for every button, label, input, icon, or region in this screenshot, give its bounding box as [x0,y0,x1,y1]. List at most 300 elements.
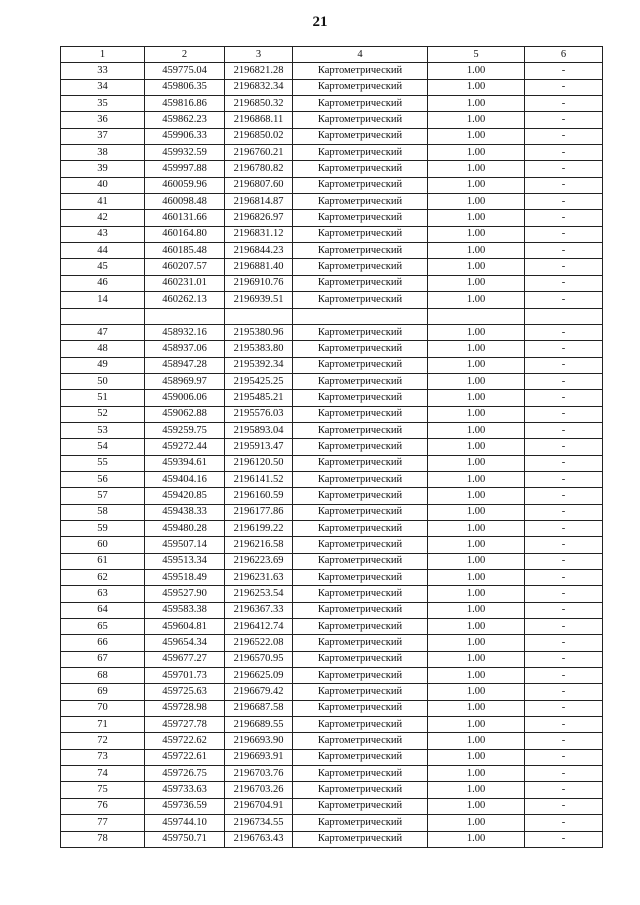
table-cell: - [525,635,603,651]
table-cell: 37 [61,128,145,144]
table-cell: - [525,96,603,112]
table-cell: - [525,570,603,586]
table-cell: 35 [61,96,145,112]
table-cell: - [525,815,603,831]
table-row [61,684,603,700]
table-cell: - [525,177,603,193]
table-cell: 1.00 [428,439,525,455]
table-cell: Картометрический [293,700,428,716]
table-cell: 459997.88 [145,161,225,177]
table-cell: 459806.35 [145,79,225,95]
table-cell: Картометрический [293,570,428,586]
table-cell: Картометрический [293,177,428,193]
coordinates-table [60,46,603,848]
table-cell: Картометрический [293,782,428,798]
table-cell: - [525,471,603,487]
table-cell: Картометрический [293,96,428,112]
table-row [61,570,603,586]
table-cell: 459518.49 [145,570,225,586]
table-cell: 33 [61,63,145,79]
table-cell: 51 [61,390,145,406]
table-cell: 1.00 [428,259,525,275]
table-cell: 2196367.33 [225,602,293,618]
table-cell: 459394.61 [145,455,225,471]
table-cell: Картометрический [293,520,428,536]
table-cell: 1.00 [428,831,525,847]
table-cell: Картометрический [293,226,428,242]
table-cell: 2196910.76 [225,275,293,291]
table-cell: 1.00 [428,243,525,259]
table-cell: Картометрический [293,504,428,520]
table-cell: - [525,504,603,520]
table-cell: 47 [61,324,145,340]
table-cell: Картометрический [293,128,428,144]
table-cell: 2196177.86 [225,504,293,520]
table-cell: - [525,292,603,308]
table-cell [225,308,293,324]
table-cell: 1.00 [428,553,525,569]
table-cell: 2196141.52 [225,471,293,487]
table-row [61,275,603,291]
table-cell: Картометрический [293,112,428,128]
table-cell: 2196868.11 [225,112,293,128]
table-row [61,586,603,602]
table-cell: Картометрический [293,717,428,733]
table-cell: 2196223.69 [225,553,293,569]
table-cell: 61 [61,553,145,569]
table-cell: Картометрический [293,422,428,438]
table-cell: 459722.62 [145,733,225,749]
table-cell: Картометрический [293,324,428,340]
table-cell: Картометрический [293,651,428,667]
table-cell: 78 [61,831,145,847]
table-cell: 2196780.82 [225,161,293,177]
table-row [61,292,603,308]
table-cell: 2196412.74 [225,619,293,635]
table-cell: - [525,684,603,700]
table-cell: 460131.66 [145,210,225,226]
table-cell: - [525,439,603,455]
table-row [61,194,603,210]
table-cell: 1.00 [428,145,525,161]
table-cell: 459604.81 [145,619,225,635]
table-cell: - [525,749,603,765]
table-row [61,63,603,79]
table-cell: Картометрический [293,537,428,553]
table-cell: Картометрический [293,635,428,651]
table-row [61,651,603,667]
table-cell: Картометрический [293,63,428,79]
table-cell: 2196844.23 [225,243,293,259]
table-cell [428,308,525,324]
table-cell: 459701.73 [145,668,225,684]
table-cell: Картометрический [293,439,428,455]
table-cell: 2195380.96 [225,324,293,340]
table-cell: 1.00 [428,63,525,79]
table-cell: 69 [61,684,145,700]
table-cell: - [525,128,603,144]
table-cell: 1.00 [428,700,525,716]
table-cell: 1.00 [428,749,525,765]
table-cell: 1.00 [428,79,525,95]
table-cell: 459677.27 [145,651,225,667]
table-cell: Картометрический [293,733,428,749]
table-cell: 1.00 [428,733,525,749]
table-cell: - [525,766,603,782]
table-cell: - [525,373,603,389]
table-cell: 459906.33 [145,128,225,144]
table-row [61,390,603,406]
table-cell: 48 [61,341,145,357]
table-cell: 66 [61,635,145,651]
table-cell: 60 [61,537,145,553]
table-cell: - [525,717,603,733]
table-cell: 68 [61,668,145,684]
table-cell: 52 [61,406,145,422]
table-cell: 1.00 [428,766,525,782]
table-row [61,553,603,569]
table-cell: 459775.04 [145,63,225,79]
table-row [61,308,603,324]
table-cell: 458969.97 [145,373,225,389]
table-header-row [61,47,603,63]
table-cell: 2195576.03 [225,406,293,422]
table-cell: 1.00 [428,128,525,144]
table-cell: Картометрический [293,275,428,291]
table-cell: 2196199.22 [225,520,293,536]
table-row [61,439,603,455]
table-cell: - [525,553,603,569]
table-cell: 459727.78 [145,717,225,733]
table-cell: Картометрический [293,194,428,210]
table-cell: 40 [61,177,145,193]
table-cell: - [525,259,603,275]
table-cell: 2196570.95 [225,651,293,667]
table-cell: 64 [61,602,145,618]
table-cell: 1.00 [428,684,525,700]
table-cell: - [525,226,603,242]
table-cell: 45 [61,259,145,275]
table-cell: Картометрический [293,357,428,373]
column-header: 3 [225,47,293,63]
table-cell: 2196160.59 [225,488,293,504]
table-cell: 459259.75 [145,422,225,438]
table-cell: 2195913.47 [225,439,293,455]
table-cell: - [525,422,603,438]
table-cell: - [525,243,603,259]
table-cell: - [525,733,603,749]
table-cell: 1.00 [428,422,525,438]
table-row [61,815,603,831]
table-cell [293,308,428,324]
table-cell: 2196821.28 [225,63,293,79]
table-row [61,782,603,798]
table-cell: 459507.14 [145,537,225,553]
table-cell: 2196831.12 [225,226,293,242]
table-cell: Картометрический [293,471,428,487]
table-cell: Картометрический [293,406,428,422]
table-cell: 57 [61,488,145,504]
table-cell: 59 [61,520,145,536]
table-cell: - [525,537,603,553]
table-cell: 1.00 [428,210,525,226]
table-cell: - [525,406,603,422]
table-row [61,226,603,242]
column-header: 2 [145,47,225,63]
table-row [61,455,603,471]
table-cell: 459006.06 [145,390,225,406]
table-cell: 459736.59 [145,798,225,814]
table-cell: - [525,831,603,847]
table-body [61,63,603,848]
table-cell: 73 [61,749,145,765]
table-cell: 1.00 [428,488,525,504]
table-cell: Картометрический [293,831,428,847]
table-cell: 1.00 [428,341,525,357]
table-cell: 2196522.08 [225,635,293,651]
table-row [61,112,603,128]
table-cell: 2195392.34 [225,357,293,373]
table-row [61,766,603,782]
table-row [61,177,603,193]
table-cell: Картометрический [293,815,428,831]
table-row [61,243,603,259]
table-cell: 2196703.76 [225,766,293,782]
table-row [61,79,603,95]
table-cell: 1.00 [428,357,525,373]
table-cell: 459438.33 [145,504,225,520]
table-cell: 75 [61,782,145,798]
table-cell: 42 [61,210,145,226]
table-cell: 2196807.60 [225,177,293,193]
table-cell: - [525,619,603,635]
table-cell: Картометрический [293,210,428,226]
table-cell: 2196760.21 [225,145,293,161]
table-cell: 459722.61 [145,749,225,765]
table-cell: 1.00 [428,782,525,798]
table-cell: 1.00 [428,177,525,193]
table-cell: 459513.34 [145,553,225,569]
table-cell: 459420.85 [145,488,225,504]
table-cell: - [525,145,603,161]
table-cell: Картометрический [293,161,428,177]
table-cell: 53 [61,422,145,438]
table-cell: 1.00 [428,651,525,667]
table-cell: 76 [61,798,145,814]
table-cell: 459726.75 [145,766,225,782]
table-cell: 2195425.25 [225,373,293,389]
table-cell: - [525,668,603,684]
table-cell [145,308,225,324]
table-cell: 67 [61,651,145,667]
table-cell: - [525,79,603,95]
table-cell: 38 [61,145,145,161]
table-cell: 74 [61,766,145,782]
table-cell: 459480.28 [145,520,225,536]
table-cell: 2196687.58 [225,700,293,716]
table-cell: Картометрический [293,668,428,684]
table-cell: 2196734.55 [225,815,293,831]
table-cell: Картометрический [293,243,428,259]
table-row [61,717,603,733]
table-cell: 1.00 [428,504,525,520]
table-cell: 2196850.32 [225,96,293,112]
table-cell: 70 [61,700,145,716]
table-cell: Картометрический [293,619,428,635]
table-cell: - [525,390,603,406]
table-cell: - [525,341,603,357]
table-cell: 459932.59 [145,145,225,161]
table-cell: 459527.90 [145,586,225,602]
table-cell: 2195383.80 [225,341,293,357]
table-cell: 460059.96 [145,177,225,193]
table-row [61,831,603,847]
table-row [61,96,603,112]
table-row [61,733,603,749]
table-cell: 65 [61,619,145,635]
table-cell: Картометрический [293,586,428,602]
table-cell: - [525,700,603,716]
table-cell: 459062.88 [145,406,225,422]
table-cell: - [525,520,603,536]
table-row [61,357,603,373]
table-cell: 460207.57 [145,259,225,275]
table-cell: Картометрический [293,292,428,308]
table-cell: - [525,161,603,177]
table-cell: 2196814.87 [225,194,293,210]
table-cell: 62 [61,570,145,586]
table-cell: 1.00 [428,373,525,389]
table-cell: 1.00 [428,96,525,112]
table-row [61,145,603,161]
table-cell: Картометрический [293,798,428,814]
table-cell: 2196120.50 [225,455,293,471]
table-cell: 2196689.55 [225,717,293,733]
table-cell: 54 [61,439,145,455]
table-cell: - [525,651,603,667]
table-cell: 72 [61,733,145,749]
table-cell: 459728.98 [145,700,225,716]
table-cell: 460164.80 [145,226,225,242]
table-row [61,161,603,177]
table-cell: 58 [61,504,145,520]
table-row [61,619,603,635]
table-cell: 1.00 [428,668,525,684]
column-header: 6 [525,47,603,63]
table-cell: 458947.28 [145,357,225,373]
table-cell: 1.00 [428,194,525,210]
table-cell [61,308,145,324]
table-cell: 2196253.54 [225,586,293,602]
table-cell: - [525,112,603,128]
table-cell: 459654.34 [145,635,225,651]
table-cell: 71 [61,717,145,733]
table-cell: 459404.16 [145,471,225,487]
table-cell: - [525,455,603,471]
table-cell: Картометрический [293,259,428,275]
table-row [61,406,603,422]
table-cell [525,308,603,324]
table-row [61,668,603,684]
table-cell: - [525,798,603,814]
table-cell: 63 [61,586,145,602]
table-cell: Картометрический [293,488,428,504]
table-cell: 1.00 [428,619,525,635]
table-cell: 34 [61,79,145,95]
table-cell: 2196679.42 [225,684,293,700]
table-row [61,324,603,340]
table-cell: 46 [61,275,145,291]
table-cell: 2196625.09 [225,668,293,684]
table-cell: 49 [61,357,145,373]
table-cell: 459725.63 [145,684,225,700]
table-row [61,210,603,226]
table-cell: 1.00 [428,226,525,242]
table-cell: 56 [61,471,145,487]
table-row [61,128,603,144]
table-cell: Картометрический [293,684,428,700]
table-cell: 1.00 [428,161,525,177]
table-cell: 55 [61,455,145,471]
column-header: 1 [61,47,145,63]
table-cell: 1.00 [428,406,525,422]
table-cell: 1.00 [428,537,525,553]
table-row [61,504,603,520]
table-cell: Картометрический [293,455,428,471]
table-cell: 1.00 [428,602,525,618]
table-cell: 1.00 [428,275,525,291]
table-row [61,602,603,618]
table-cell: 2196826.97 [225,210,293,226]
table-cell: - [525,210,603,226]
table-cell: 458937.06 [145,341,225,357]
table-row [61,488,603,504]
table-cell: 2196703.26 [225,782,293,798]
table-cell: 1.00 [428,324,525,340]
table-cell: 77 [61,815,145,831]
table-row [61,537,603,553]
table-cell: 44 [61,243,145,259]
table-row [61,798,603,814]
table-cell: 1.00 [428,635,525,651]
table-cell: - [525,586,603,602]
table-row [61,700,603,716]
table-cell: 36 [61,112,145,128]
table-cell: 460098.48 [145,194,225,210]
column-header: 5 [428,47,525,63]
table-cell: 1.00 [428,112,525,128]
table-row [61,259,603,275]
page-number: 21 [312,14,328,30]
table-cell: Картометрический [293,749,428,765]
table-cell: Картометрический [293,390,428,406]
table-cell: Картометрический [293,373,428,389]
table-cell: 458932.16 [145,324,225,340]
table-cell: 459733.63 [145,782,225,798]
table-cell: 41 [61,194,145,210]
table-cell: 43 [61,226,145,242]
table-row [61,471,603,487]
table-cell: 2196704.91 [225,798,293,814]
table-cell: 2196693.91 [225,749,293,765]
table-cell: 459862.23 [145,112,225,128]
table-cell: 460262.13 [145,292,225,308]
table-cell: - [525,63,603,79]
table-cell: 1.00 [428,717,525,733]
table-cell: 1.00 [428,455,525,471]
table-cell: - [525,488,603,504]
table-row [61,373,603,389]
